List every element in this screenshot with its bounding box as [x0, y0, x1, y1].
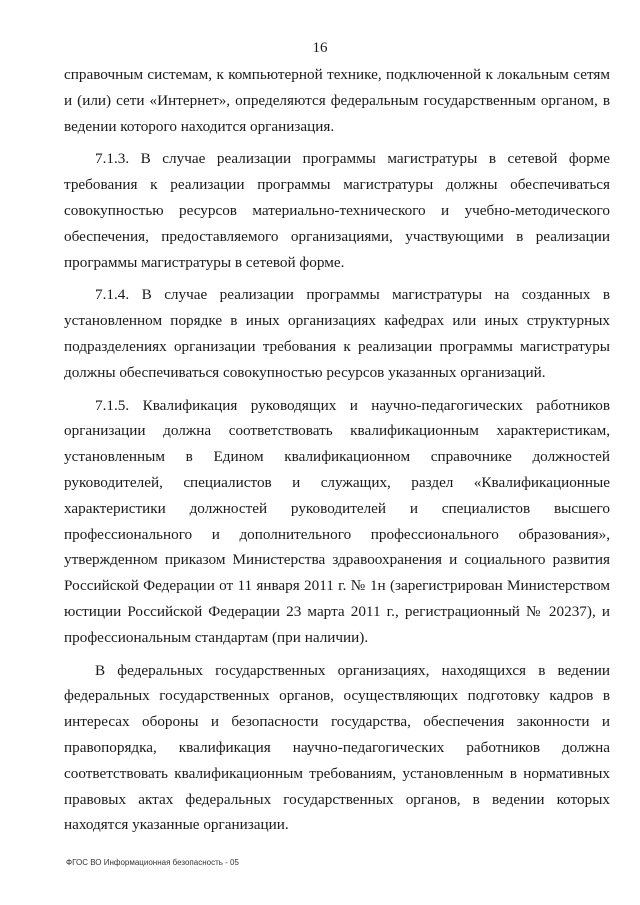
paragraph-federal-organizations: В федеральных государственных организациях, находящихся в ведении федеральных государственных органов, осуществляющих подготовку кадров в интересах обороны и безопасности государства, обеспечения законности и правопорядка, квалификация научно-педагогических работников должна соответствовать квалификационным требованиям, установленным в нормативных правовых актах федеральных государственных органов, в ведении которых находятся указанные организации.: [64, 661, 610, 834]
paragraph-continuation: справочным системам, к компьютерной технике, подключенной к локальным сетям и (или) сети «Интернет», определяются федеральным государственным органом, в ведении которого находится организация.: [64, 66, 610, 135]
page-number: 16: [312, 40, 328, 56]
paragraph-7-1-3: 7.1.3. В случае реализации программы магистратуры в сетевой форме требования к реализации программы магистратуры должны обеспечиваться совокупностью ресурсов материально-технического и учебно-методического обеспечения, предоставляемого организациями, участвующими в реализации программы магистратуры в сетевой форме.: [64, 150, 610, 271]
paragraph-7-1-4: 7.1.4. В случае реализации программы магистратуры на созданных в установленном порядке в иных организациях кафедрах или иных структурных подразделениях организации требования к реализации программы магистратуры должны обеспечиваться совокупностью ресурсов указанных организаций.: [64, 286, 610, 381]
paragraph-7-1-5: 7.1.5. Квалификация руководящих и научно-педагогических работников организации должна соответствовать квалификационным характеристикам, установленным в Едином квалификационном справочнике должностей руководителей, специалистов и служащих, раздел «Квалификационные характеристики должностей руководителей и специалистов высшего профессионального и дополнительного профессионального образования», утвержденном приказом Министерства здравоохранения и социального развития Российской Федерации от 11 января 2011 г. № 1н (зарегистрирован Министерством юстиции Российской Федерации 23 марта 2011 г., регистрационный № 20237), и профессиональным стандартам (при наличии).: [64, 396, 610, 646]
footer-label: ФГОС ВО Информационная безопасность - 05: [66, 858, 239, 867]
body-text: [64, 62, 610, 838]
